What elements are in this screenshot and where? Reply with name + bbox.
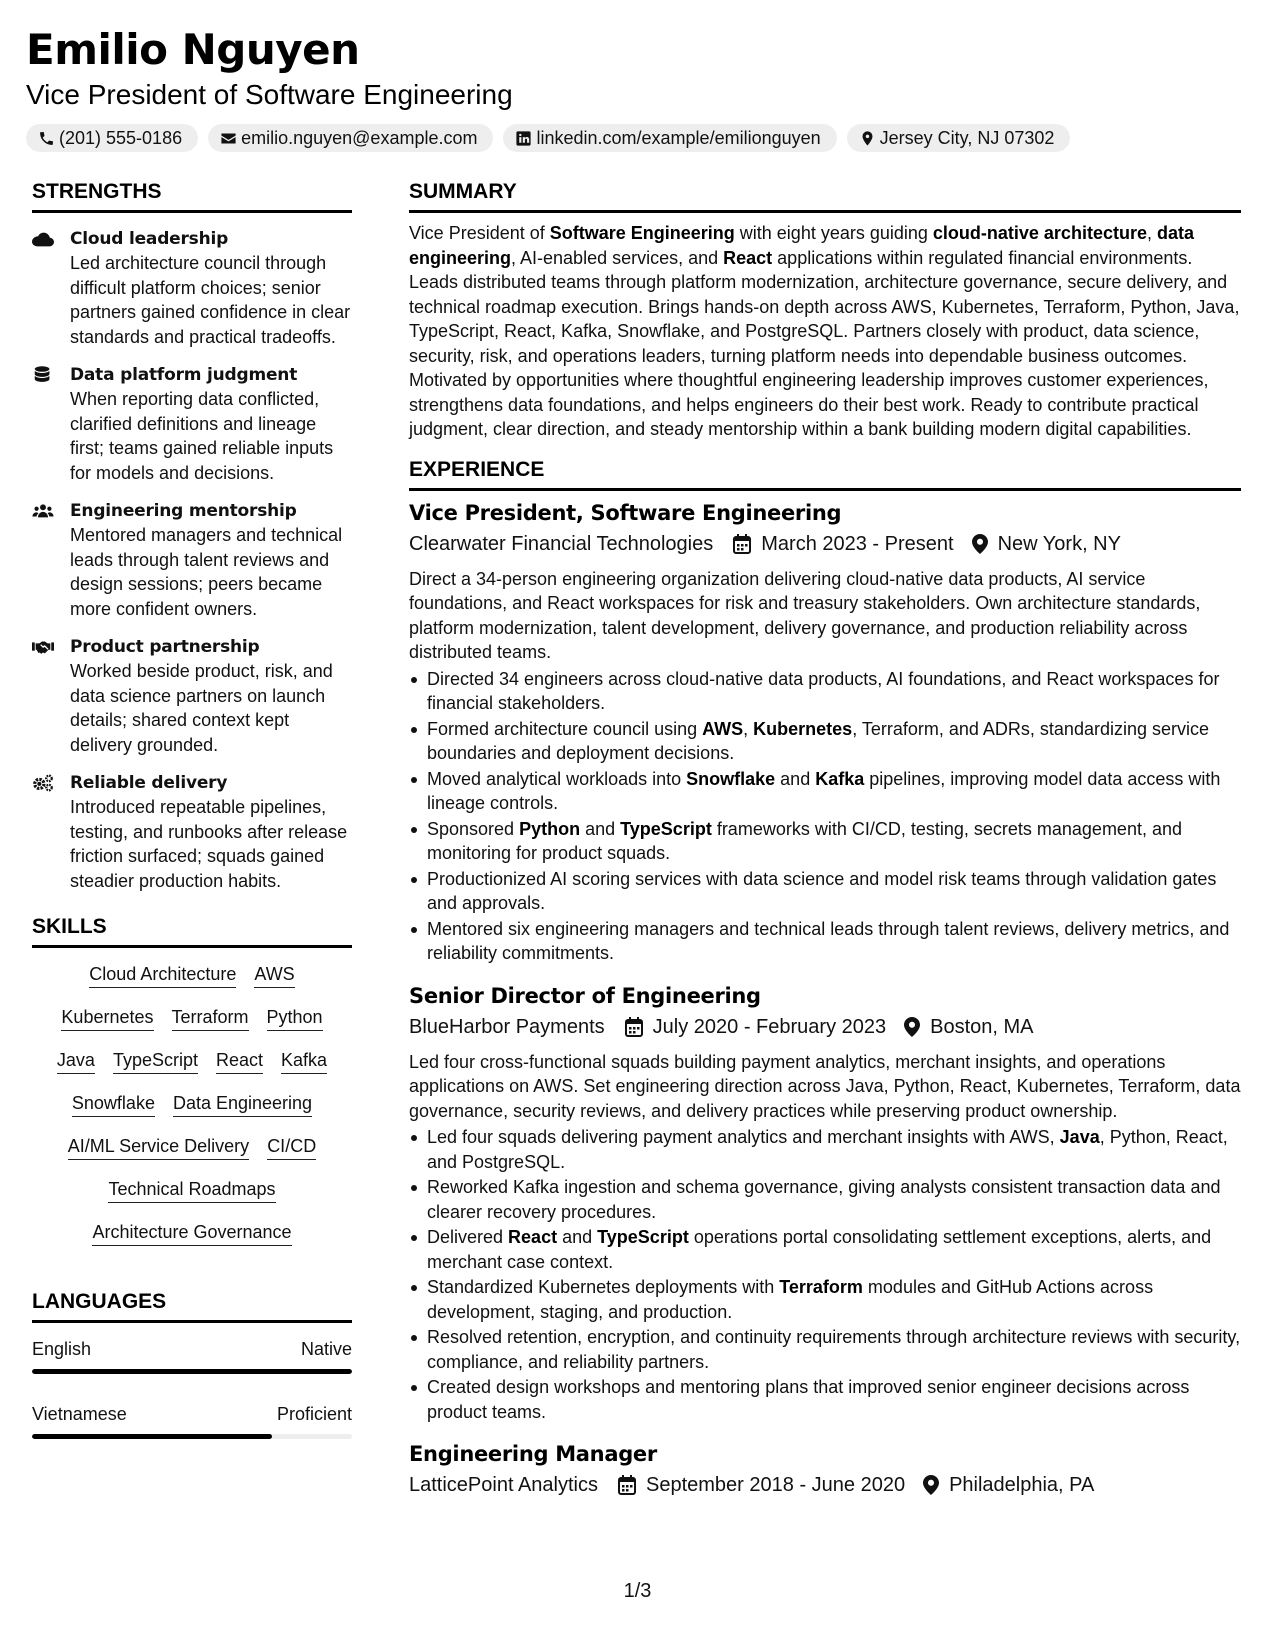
skill-tag: AWS bbox=[254, 962, 294, 988]
strengths-section bbox=[32, 180, 352, 893]
emphasized-text: React bbox=[723, 247, 773, 268]
handshake-icon bbox=[32, 637, 54, 657]
language-item bbox=[32, 1337, 352, 1374]
language-level-bar bbox=[32, 1369, 352, 1374]
emphasized-text: TypeScript bbox=[620, 818, 712, 839]
strength-item bbox=[32, 363, 352, 485]
emphasized-text: Kubernetes bbox=[753, 718, 853, 739]
text-run: Moved analytical workloads into bbox=[427, 768, 687, 789]
emphasized-text: Terraform bbox=[779, 1277, 863, 1297]
job-company: BlueHarbor Payments bbox=[409, 1015, 605, 1038]
contact-linkedin[interactable] bbox=[503, 124, 836, 152]
emphasized-text: React bbox=[508, 1227, 558, 1247]
text-run: operations portal consolidating settlement exceptions, alerts, and merchant case context. bbox=[427, 1227, 1212, 1272]
map-pin-icon bbox=[923, 1475, 939, 1495]
text-run: Directed 34 engineers across cloud-native data products, AI foundations, and React workspaces for financial stakeholders. bbox=[427, 668, 1220, 713]
language-name: English bbox=[32, 1339, 92, 1359]
job-list bbox=[409, 499, 1241, 1501]
job-location: New York, NY bbox=[997, 532, 1121, 555]
emphasized-text: Kafka bbox=[815, 768, 865, 789]
right-column bbox=[409, 180, 1241, 1500]
contact-location bbox=[847, 124, 1071, 152]
strength-item bbox=[32, 499, 352, 621]
contact-phone-text: (201) 555-0186 bbox=[59, 127, 183, 148]
section-divider bbox=[409, 210, 1241, 213]
text-run: applications within regulated financial environments. Leads distributed teams through platform modernization, architecture governance, secure delivery, and technical roadmap execution. Brings hands-on depth across AWS, Kubernetes, Terraform, Python, Java, TypeScript, React, Kafka, Snowflake, and PostgreSQL. Partners closely with product, data science, security, risk, and operations leaders, turning platform needs into dependable business outcomes. Motivated by opportunities where thoughtful engineering leadership improves customer experiences, strengthens data foundations, and helps engineers do their best work. Ready to contribute practical judgment, clear direction, and steady mentorship within a bank building modern digital capabilities. bbox=[409, 247, 1240, 439]
strength-desc: Led architecture council through difficult platform choices; senior partners gained confidence in clear standards and practical tradeoffs. bbox=[70, 253, 351, 347]
emphasized-text: Software Engineering bbox=[549, 223, 735, 243]
strength-item bbox=[32, 635, 352, 757]
skill-tag: AI/ML Service Delivery bbox=[68, 1134, 249, 1160]
strength-desc: Worked beside product, risk, and data science partners on launch details; shared context kept delivery grounded. bbox=[70, 661, 333, 755]
job-description: Led four cross-functional squads building payment analytics, merchant insights, and operations applications on AWS. Set engineering direction across Java, Python, React, Kubernetes, Terraform, data governance, security reviews, and delivery practices while preserving product ownership. bbox=[409, 1051, 1241, 1121]
text-run: Sponsored bbox=[427, 818, 520, 839]
calendar-icon bbox=[618, 1475, 636, 1495]
phone-icon bbox=[38, 130, 55, 147]
job-bullet bbox=[409, 1325, 1241, 1374]
language-level: Native bbox=[300, 1339, 352, 1359]
text-run: , AI-enabled services, and bbox=[511, 247, 724, 268]
skill-tag: Terraform bbox=[172, 1005, 249, 1031]
text-run: and bbox=[557, 1227, 598, 1247]
job-entry bbox=[409, 499, 1241, 966]
job-title: Vice President, Software Engineering bbox=[409, 500, 842, 525]
text-run: , Python, React, and PostgreSQL. bbox=[427, 1127, 1228, 1172]
language-name: Vietnamese bbox=[32, 1404, 127, 1424]
skill-tag: Kafka bbox=[281, 1048, 327, 1074]
summary-text bbox=[409, 221, 1241, 442]
contact-email[interactable] bbox=[208, 124, 493, 152]
skill-tag: Technical Roadmaps bbox=[108, 1177, 275, 1203]
envelope-icon bbox=[220, 130, 237, 147]
emphasized-text: AWS bbox=[702, 718, 744, 739]
languages-section bbox=[32, 1290, 352, 1439]
resume-header bbox=[26, 24, 1256, 152]
skill-tag: Architecture Governance bbox=[92, 1220, 291, 1246]
job-bullet bbox=[409, 1375, 1241, 1424]
map-pin-icon bbox=[859, 130, 876, 147]
job-bullet bbox=[409, 1275, 1241, 1324]
job-title: Engineering Manager bbox=[409, 1442, 657, 1466]
skill-tag: CI/CD bbox=[267, 1134, 316, 1160]
cloud-icon bbox=[32, 229, 54, 249]
job-location: Boston, MA bbox=[930, 1015, 1034, 1038]
job-dates: September 2018 - June 2020 bbox=[646, 1474, 906, 1496]
strength-desc: Introduced repeatable pipelines, testing, and runbooks after release friction surfaced; squads gained steadier production habits. bbox=[70, 797, 348, 891]
strength-title: Engineering mentorship bbox=[70, 501, 297, 521]
emphasized-text: data engineering bbox=[409, 223, 1194, 268]
text-run: Led four squads delivering payment analytics and merchant insights with AWS, bbox=[427, 1127, 1060, 1147]
job-bullet bbox=[409, 1175, 1241, 1224]
strength-title: Cloud leadership bbox=[70, 229, 229, 249]
candidate-title: Vice President of Software Engineering bbox=[26, 79, 513, 110]
text-run: Formed architecture council using bbox=[427, 718, 703, 739]
left-column bbox=[32, 180, 352, 1439]
strength-item bbox=[32, 771, 352, 893]
job-title: Senior Director of Engineering bbox=[409, 983, 761, 1008]
section-divider bbox=[32, 945, 352, 948]
emphasized-text: TypeScript bbox=[597, 1227, 689, 1247]
job-bullet bbox=[409, 867, 1241, 916]
text-run: Vice President of bbox=[409, 223, 550, 243]
skill-tag: TypeScript bbox=[113, 1048, 198, 1074]
strength-item bbox=[32, 227, 352, 349]
skill-tag: Python bbox=[267, 1005, 323, 1031]
language-level-bar bbox=[32, 1434, 352, 1439]
text-run: , Terraform, and ADRs, standardizing service boundaries and deployment decisions. bbox=[427, 718, 1210, 763]
job-meta bbox=[409, 1470, 1241, 1500]
contact-bar bbox=[26, 124, 1256, 152]
emphasized-text: Python bbox=[519, 818, 581, 839]
job-dates: July 2020 - February 2023 bbox=[652, 1015, 887, 1038]
skill-tag: React bbox=[216, 1048, 263, 1074]
text-run: , bbox=[1146, 223, 1157, 243]
strength-title: Product partnership bbox=[70, 637, 260, 657]
text-run: and bbox=[580, 818, 621, 839]
language-level-fill bbox=[32, 1369, 352, 1374]
section-divider bbox=[32, 210, 352, 213]
emphasized-text: Java bbox=[1059, 1127, 1100, 1147]
job-bullet bbox=[409, 917, 1241, 966]
skills-heading: SKILLS bbox=[32, 915, 107, 938]
job-meta bbox=[409, 1012, 1241, 1042]
section-divider bbox=[409, 488, 1241, 491]
job-entry bbox=[409, 982, 1241, 1425]
skill-tag: Java bbox=[57, 1048, 95, 1074]
text-run: , bbox=[743, 718, 754, 739]
job-bullet bbox=[409, 767, 1241, 816]
job-company: LatticePoint Analytics bbox=[409, 1474, 598, 1496]
language-level-fill bbox=[32, 1434, 272, 1439]
job-bullet bbox=[409, 817, 1241, 866]
emphasized-text: cloud-native architecture bbox=[932, 223, 1147, 243]
summary-heading: SUMMARY bbox=[409, 180, 517, 203]
text-run: Created design workshops and mentoring plans that improved senior engineer decisions across product teams. bbox=[427, 1377, 1190, 1422]
job-bullet bbox=[409, 717, 1241, 766]
strength-desc: When reporting data conflicted, clarified definitions and lineage first; teams gained reliable inputs for models and decisions. bbox=[70, 389, 334, 483]
candidate-name: Emilio Nguyen bbox=[26, 25, 360, 74]
job-description: Direct a 34-person engineering organization delivering cloud-native data products, AI service foundations, and React workspaces for risk and treasury stakeholders. Own architecture standards, platform modernization, talent development, delivery governance, and production reliability across distributed teams. bbox=[409, 568, 1201, 662]
languages-heading: LANGUAGES bbox=[32, 1290, 167, 1313]
contact-phone[interactable] bbox=[26, 124, 198, 152]
job-bullets bbox=[409, 667, 1241, 966]
job-bullet bbox=[409, 1125, 1241, 1174]
experience-heading: EXPERIENCE bbox=[409, 457, 545, 481]
emphasized-text: Snowflake bbox=[686, 768, 776, 789]
job-meta bbox=[409, 529, 1241, 559]
strength-desc: Mentored managers and technical leads through talent reviews and design sessions; peers became more confident owners. bbox=[70, 525, 343, 619]
text-run: with eight years guiding bbox=[734, 223, 933, 243]
users-icon bbox=[32, 501, 54, 521]
skill-tag: Cloud Architecture bbox=[89, 962, 236, 988]
skill-tag: Kubernetes bbox=[61, 1005, 153, 1031]
contact-linkedin-text: linkedin.com/example/emilionguyen bbox=[536, 127, 821, 148]
experience-section bbox=[409, 458, 1241, 1501]
database-icon bbox=[32, 365, 54, 385]
language-level: Proficient bbox=[276, 1404, 352, 1424]
text-run: frameworks with CI/CD, testing, secrets management, and monitoring for product squads. bbox=[427, 818, 1182, 863]
job-location: Philadelphia, PA bbox=[949, 1474, 1095, 1496]
job-bullet bbox=[409, 667, 1241, 716]
text-run: and bbox=[775, 768, 816, 789]
calendar-icon bbox=[625, 1017, 643, 1037]
text-run: Delivered bbox=[427, 1227, 509, 1247]
map-pin-icon bbox=[972, 534, 988, 554]
text-run: Productionized AI scoring services with data science and model risk teams through validation gates and approvals. bbox=[427, 868, 1217, 913]
contact-email-text: emilio.nguyen@example.com bbox=[241, 127, 478, 148]
skill-tag: Snowflake bbox=[72, 1091, 155, 1117]
summary-section bbox=[409, 180, 1241, 442]
skills-section bbox=[32, 915, 352, 1246]
skill-tag: Data Engineering bbox=[173, 1091, 312, 1117]
text-run: Reworked Kafka ingestion and schema governance, giving analysts consistent transaction data and clearer recovery procedures. bbox=[427, 1177, 1221, 1222]
job-entry bbox=[409, 1440, 1241, 1500]
strengths-heading: STRENGTHS bbox=[32, 180, 162, 203]
linkedin-icon bbox=[515, 130, 532, 147]
text-run: modules and GitHub Actions across development, staging, and production. bbox=[427, 1277, 1154, 1322]
language-item bbox=[32, 1402, 352, 1439]
page-number: 1/3 bbox=[623, 1580, 652, 1602]
text-run: Mentored six engineering managers and technical leads through talent reviews, delivery metrics, and reliability commitments. bbox=[427, 918, 1230, 963]
strength-title: Data platform judgment bbox=[70, 365, 298, 385]
skills-list bbox=[32, 962, 352, 1246]
job-bullet bbox=[409, 1225, 1241, 1274]
map-pin-icon bbox=[904, 1017, 920, 1037]
text-run: pipelines, improving model data access with lineage controls. bbox=[427, 768, 1221, 813]
calendar-icon bbox=[733, 534, 751, 554]
strength-title: Reliable delivery bbox=[70, 773, 228, 793]
text-run: Resolved retention, encryption, and continuity requirements through architecture reviews with security, compliance, and reliability partners. bbox=[427, 1327, 1241, 1372]
gears-icon bbox=[32, 773, 54, 793]
contact-location-text: Jersey City, NJ 07302 bbox=[879, 127, 1055, 148]
job-dates: March 2023 - Present bbox=[761, 532, 954, 555]
job-bullets bbox=[409, 1125, 1241, 1424]
text-run: Standardized Kubernetes deployments with bbox=[427, 1277, 780, 1297]
job-company: Clearwater Financial Technologies bbox=[409, 532, 714, 555]
section-divider bbox=[32, 1320, 352, 1323]
